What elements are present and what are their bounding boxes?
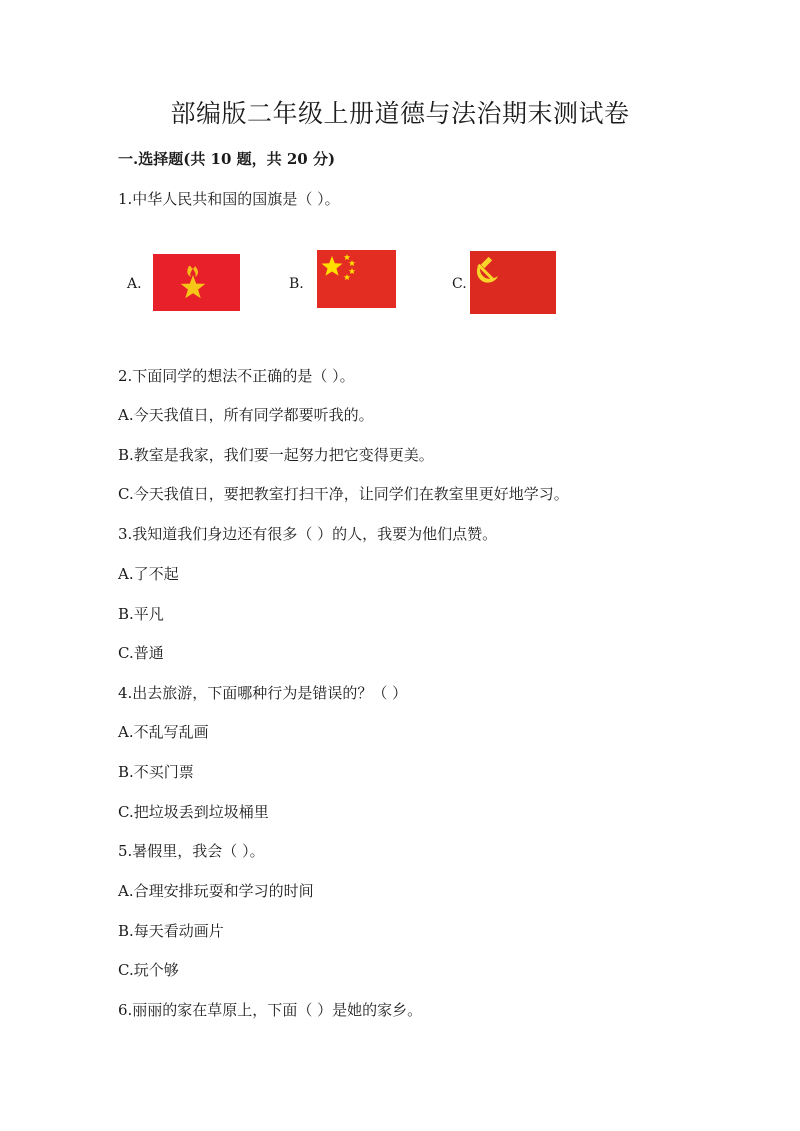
question-1-stem: 1.中华人民共和国的国旗是（ ）。: [118, 190, 340, 208]
party-flag-icon: [470, 251, 556, 314]
question-5-option-c: C.玩个够: [118, 961, 179, 979]
question-2-option-a: A.今天我值日，所有同学都要听我的。: [118, 406, 374, 424]
question-3-option-a: A.了不起: [118, 565, 179, 583]
question-2-option-c: C.今天我值日，要把教室打扫干净，让同学们在教室里更好地学习。: [118, 485, 569, 503]
question-4-stem: 4.出去旅游，下面哪种行为是错误的？（ ）: [118, 684, 408, 702]
question-5-option-a: A.合理安排玩耍和学习的时间: [118, 882, 314, 900]
question-1-option-a-label: A.: [127, 276, 142, 292]
question-6-stem: 6.丽丽的家在草原上，下面（ ）是她的家乡。: [118, 1001, 423, 1019]
question-4-option-b: B.不买门票: [118, 763, 194, 781]
section-heading: 一.选择题(共 10 题，共 20 分): [118, 150, 336, 168]
question-5-option-b: B.每天看动画片: [118, 922, 224, 940]
question-3-stem: 3.我知道我们身边还有很多（ ）的人，我要为他们点赞。: [118, 525, 498, 543]
question-3-option-b: B.平凡: [118, 605, 164, 623]
question-2-option-b: B.教室是我家，我们要一起努力把它变得更美。: [118, 446, 434, 464]
young-pioneers-flag-icon: [153, 254, 240, 311]
question-4-option-c: C.把垃圾丢到垃圾桶里: [118, 803, 269, 821]
page-title: 部编版二年级上册道德与法治期末测试卷: [170, 99, 630, 128]
question-1-option-b-label: B.: [289, 276, 304, 292]
question-1-option-c-label: C.: [452, 276, 467, 292]
five-star-red-flag-icon: [317, 250, 396, 308]
question-2-stem: 2.下面同学的想法不正确的是（ ）。: [118, 367, 355, 385]
question-3-option-c: C.普通: [118, 644, 164, 662]
question-5-stem: 5.暑假里，我会（ ）。: [118, 842, 265, 860]
question-4-option-a: A.不乱写乱画: [118, 723, 209, 741]
